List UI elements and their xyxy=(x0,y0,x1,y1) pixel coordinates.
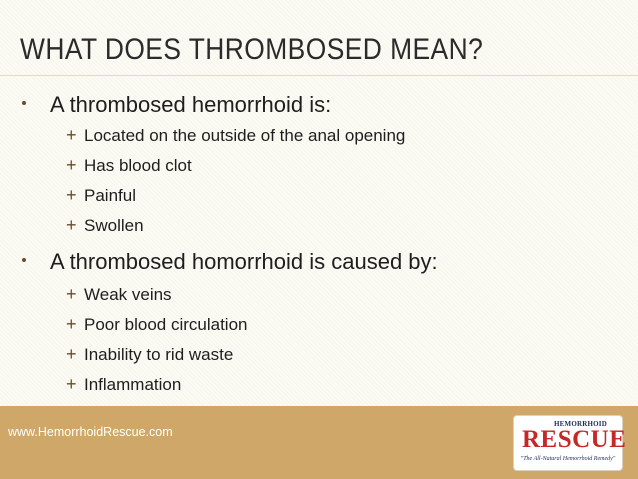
list-item xyxy=(66,125,406,146)
footer-url[interactable]: www.HemorrhoidRescue.com xyxy=(8,425,173,439)
list-item-text: Located on the outside of the anal opening xyxy=(84,126,406,145)
logo-tagline: "The All-Natural Hemorrhoid Remedy" xyxy=(520,456,616,462)
plus-icon: + xyxy=(66,314,77,334)
plus-icon: + xyxy=(66,155,77,175)
plus-icon: + xyxy=(66,185,77,205)
section-heading xyxy=(50,92,331,118)
title-divider xyxy=(0,75,638,76)
plus-icon: + xyxy=(66,284,77,304)
list-item-text: Painful xyxy=(84,186,136,205)
list-item-text: Swollen xyxy=(84,216,144,235)
list-item-text: Inability to rid waste xyxy=(84,345,234,364)
brand-logo xyxy=(514,416,627,470)
section-heading-text: A thrombosed homorrhoid is caused by: xyxy=(50,249,438,274)
section-heading xyxy=(50,249,438,275)
list-item-text: Has blood clot xyxy=(84,156,192,175)
list-item xyxy=(66,314,248,335)
list-item-text: Weak veins xyxy=(84,285,172,304)
bullet-dot-icon xyxy=(22,258,26,262)
list-item xyxy=(66,155,192,176)
list-item xyxy=(66,284,172,305)
list-item xyxy=(66,215,144,236)
logo-main-text: RESCUE xyxy=(522,426,627,453)
plus-icon: + xyxy=(66,344,77,364)
plus-icon: + xyxy=(66,374,77,394)
list-item-text: Poor blood circulation xyxy=(84,315,248,334)
list-item xyxy=(66,374,182,395)
list-item xyxy=(66,185,136,206)
slide-title: WHAT DOES THROMBOSED MEAN? xyxy=(20,33,484,66)
bullet-dot-icon xyxy=(22,101,26,105)
list-item-text: Inflammation xyxy=(84,375,182,394)
plus-icon: + xyxy=(66,215,77,235)
logo-top-text: HEMORRHOID xyxy=(554,420,607,428)
list-item xyxy=(66,344,234,365)
section-heading-text: A thrombosed hemorrhoid is: xyxy=(50,92,332,117)
plus-icon: + xyxy=(66,125,77,145)
